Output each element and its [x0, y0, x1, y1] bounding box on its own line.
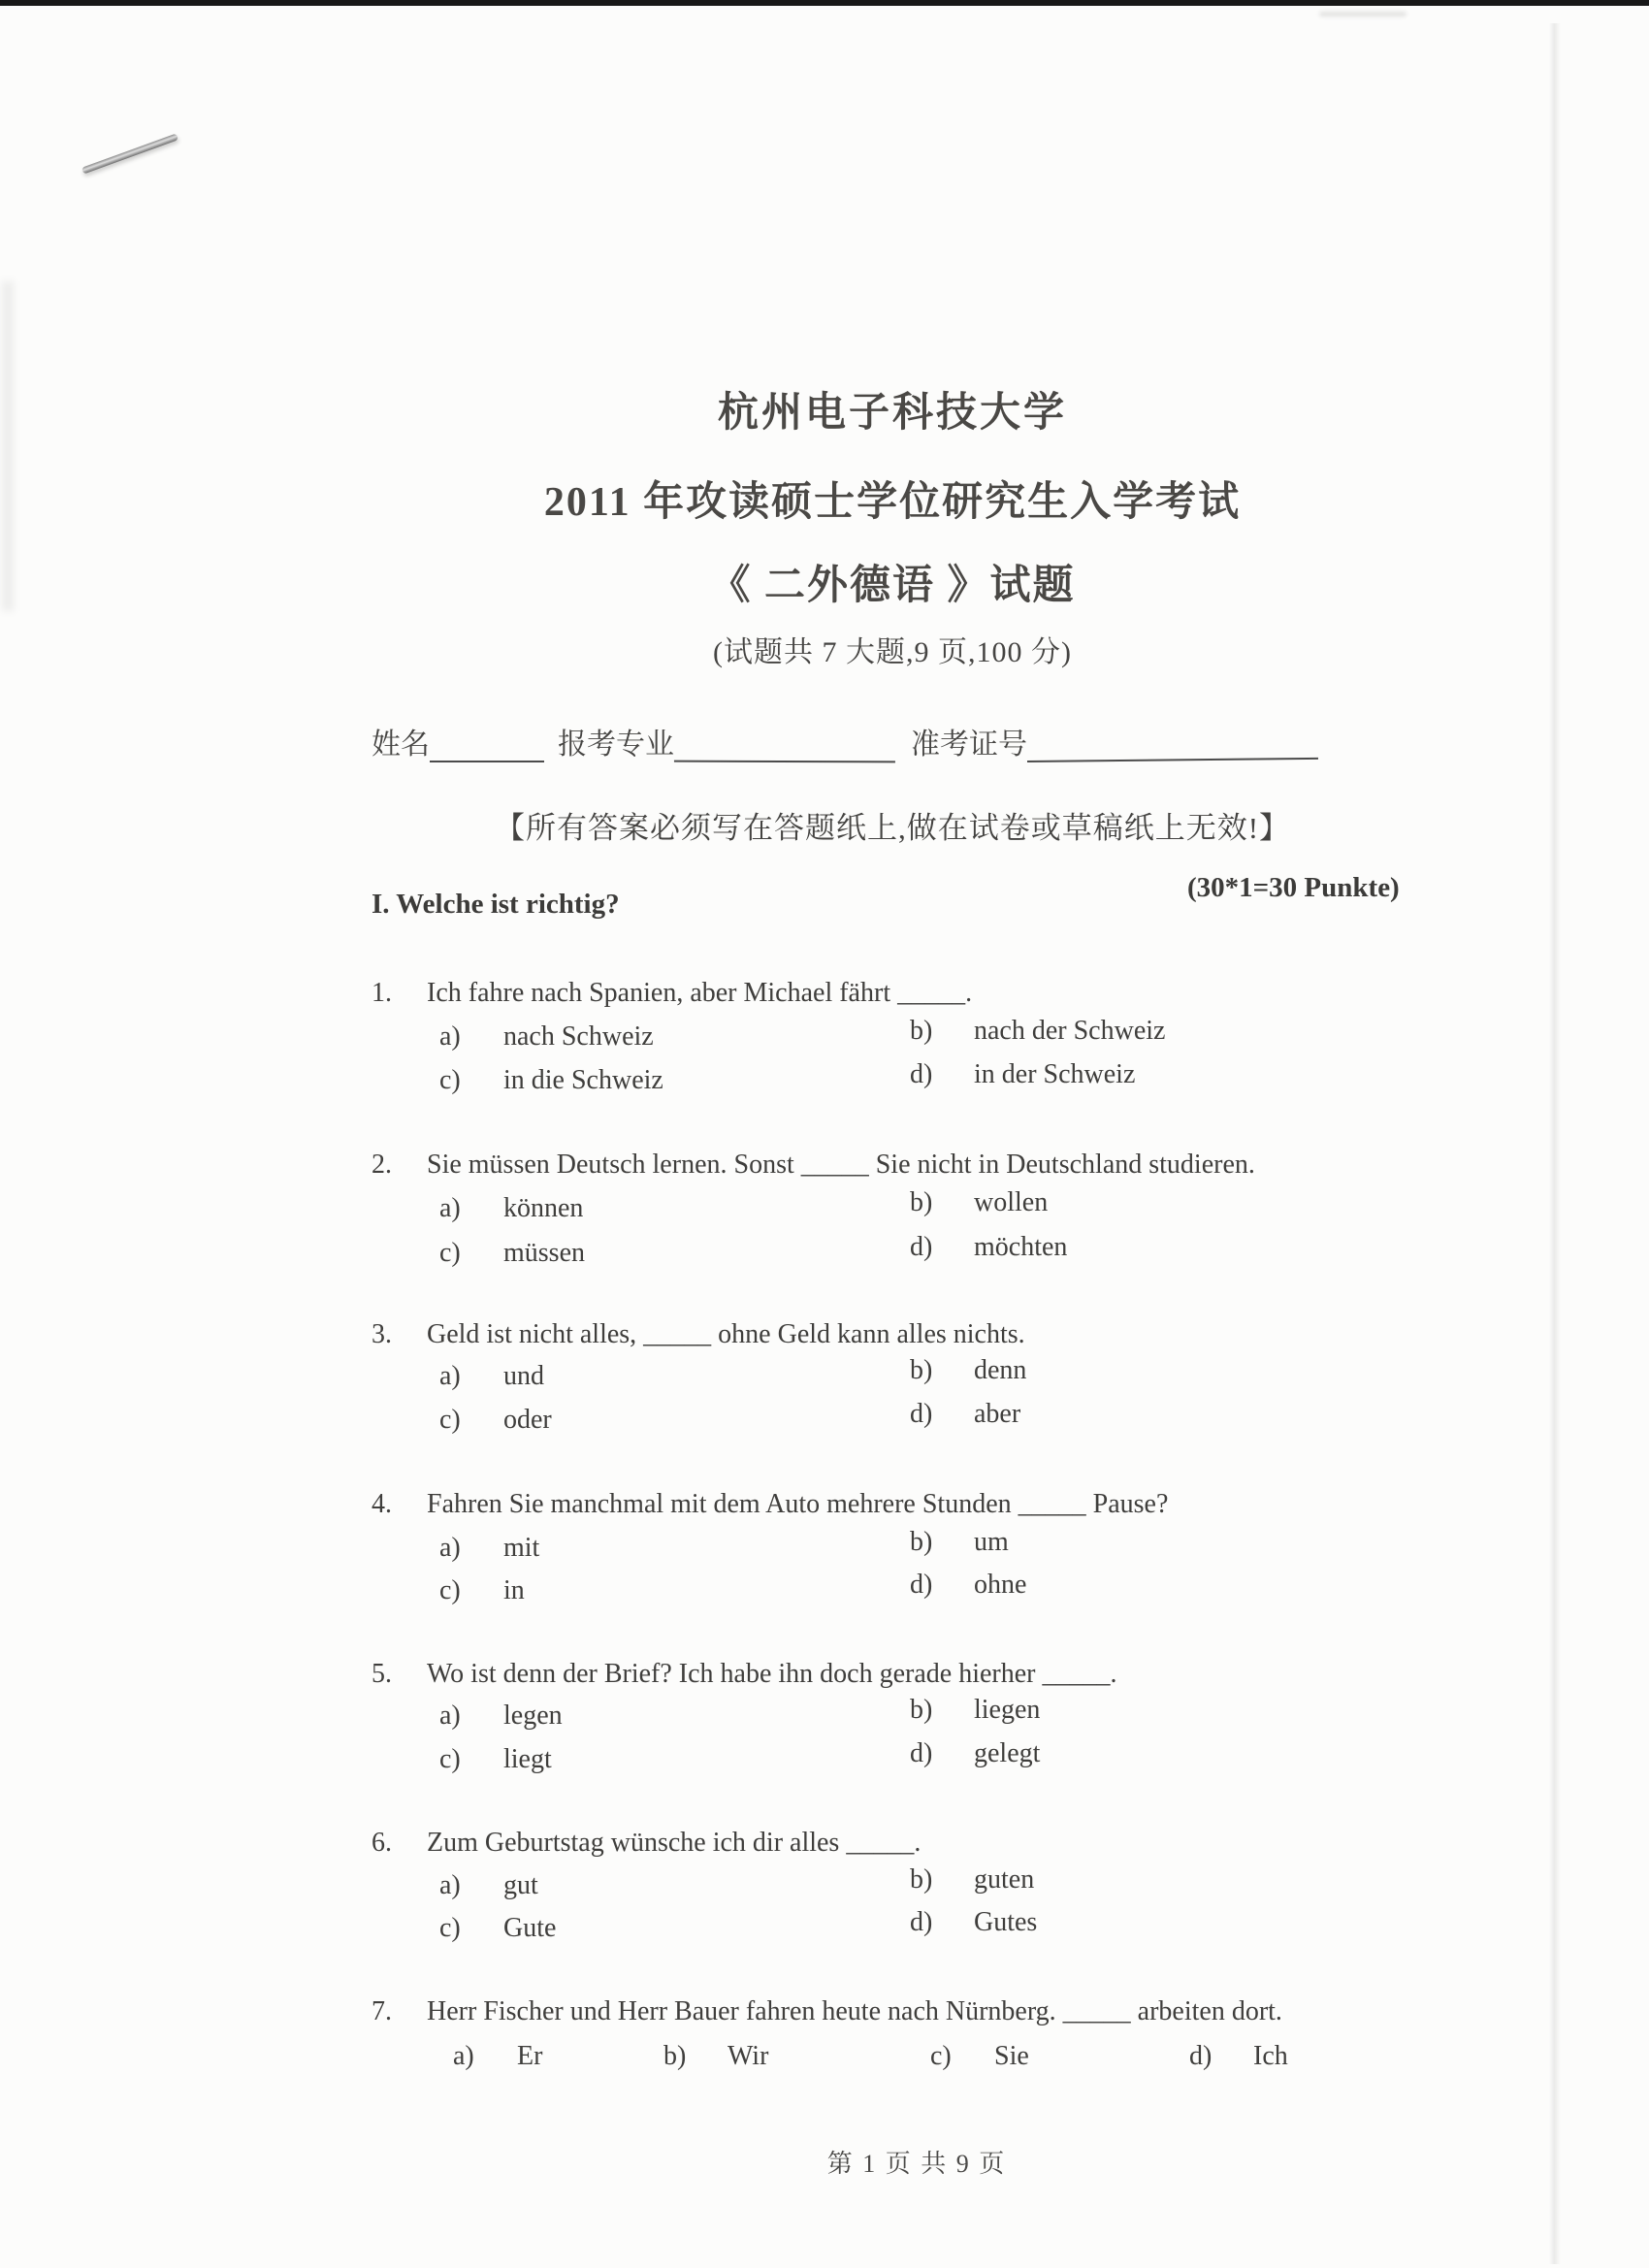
option-label: a): [439, 1533, 461, 1563]
option-text: gelegt: [974, 1738, 1041, 1768]
question-text: Ich fahre nach Spanien, aber Michael fährt _____.: [427, 978, 973, 1008]
option-text: in die Schweiz: [503, 1065, 663, 1095]
option-text: denn: [974, 1355, 1027, 1385]
scan-artifact-top-edge: [0, 0, 1649, 6]
option-item: [910, 1232, 1067, 1263]
option-item: [1189, 2041, 1288, 2072]
option-label: d): [910, 1399, 933, 1429]
question-text: Wo ist denn der Brief? Ich habe ihn doch gerade hierher _____.: [427, 1659, 1117, 1689]
option-item: [439, 1021, 654, 1053]
option-label: c): [439, 1575, 461, 1605]
option-text: guten: [974, 1864, 1035, 1895]
option-text: gut: [503, 1870, 538, 1900]
scan-artifact-smudge: [1319, 12, 1406, 16]
page-footer: 第 1 页 共 9 页: [826, 2150, 1007, 2178]
option-label: a): [439, 1193, 461, 1223]
option-item: [910, 1695, 1040, 1726]
option-label: d): [910, 1570, 933, 1600]
option-text: können: [503, 1193, 584, 1223]
option-label: b): [910, 1864, 933, 1895]
question-text: Fahren Sie manchmal mit dem Auto mehrere Stunden _____ Pause?: [427, 1489, 1169, 1519]
option-label: b): [663, 2041, 687, 2071]
option-label: c): [439, 1238, 461, 1268]
section-points: (30*1=30 Punkte): [1187, 872, 1400, 903]
admission-id-blank: [1027, 729, 1318, 762]
question-number: 2.: [372, 1150, 392, 1180]
option-item: [663, 2041, 768, 2072]
option-item: [439, 1701, 563, 1732]
question-number: 6.: [372, 1828, 392, 1858]
question-text: Herr Fischer und Herr Bauer fahren heute nach Nürnberg. _____ arbeiten dort.: [427, 1996, 1282, 2026]
option-label: b): [910, 1187, 933, 1217]
option-item: [910, 1570, 1026, 1601]
exam-info: (试题共 7 大题,9 页,100 分): [713, 636, 1072, 668]
question-number: 1.: [372, 978, 392, 1008]
option-text: Sie: [994, 2041, 1029, 2071]
option-text: aber: [974, 1399, 1021, 1429]
option-item: [439, 1870, 538, 1901]
name-label: 姓名: [372, 729, 430, 761]
name-blank: [430, 731, 544, 762]
option-label: d): [910, 1232, 933, 1262]
option-label: a): [439, 1701, 461, 1731]
question-number: 7.: [372, 1996, 392, 2026]
option-label: d): [910, 1059, 933, 1089]
option-text: in der Schweiz: [974, 1059, 1136, 1089]
scan-artifact-left-edge: [2, 281, 14, 611]
university-name: 杭州电子科技大学: [717, 391, 1067, 436]
option-text: möchten: [974, 1232, 1068, 1262]
option-item: [910, 1738, 1040, 1769]
option-text: liegen: [974, 1695, 1041, 1725]
option-item: [439, 1533, 539, 1564]
option-item: [910, 1059, 1135, 1090]
option-label: d): [910, 1907, 933, 1937]
scan-artifact-right-edge: [1549, 23, 1561, 2264]
option-item: [910, 1187, 1048, 1218]
option-text: Gute: [503, 1913, 557, 1943]
admission-id-label: 准考证号: [911, 729, 1027, 761]
option-item: [910, 1016, 1165, 1047]
option-text: nach der Schweiz: [974, 1016, 1166, 1046]
question-number: 5.: [372, 1659, 392, 1689]
option-text: mit: [503, 1533, 540, 1563]
option-item: [439, 1575, 525, 1606]
option-label: c): [439, 1913, 461, 1943]
option-text: Gutes: [974, 1907, 1038, 1937]
option-text: wollen: [974, 1187, 1049, 1217]
exam-title: 2011 年攻读硕士学位研究生入学考试: [543, 480, 1242, 525]
option-item: [439, 1065, 663, 1096]
question-6: [372, 1828, 921, 1859]
option-label: c): [439, 1405, 461, 1435]
option-text: ohne: [974, 1570, 1027, 1600]
option-text: nach Schweiz: [503, 1021, 654, 1052]
option-label: b): [910, 1695, 933, 1725]
staple-mark: [81, 133, 178, 174]
option-label: b): [910, 1527, 933, 1557]
option-label: a): [439, 1870, 461, 1900]
option-label: c): [439, 1744, 461, 1774]
major-label: 报考专业: [558, 729, 674, 761]
major-blank: [674, 731, 895, 763]
option-text: um: [974, 1527, 1009, 1557]
option-text: Er: [517, 2041, 543, 2071]
option-label: a): [439, 1021, 461, 1052]
option-item: [439, 1405, 552, 1436]
option-item: [910, 1355, 1026, 1386]
option-item: [930, 2041, 1029, 2072]
option-item: [910, 1399, 1020, 1430]
option-label: c): [930, 2041, 952, 2071]
option-item: [439, 1913, 556, 1944]
option-text: Ich: [1253, 2041, 1288, 2071]
option-text: liegt: [503, 1744, 552, 1774]
option-item: [439, 1193, 583, 1224]
option-text: Wir: [728, 2041, 769, 2071]
option-label: d): [1189, 2041, 1212, 2071]
option-item: [910, 1907, 1037, 1938]
question-1: [372, 978, 972, 1009]
option-text: legen: [503, 1701, 563, 1731]
option-item: [439, 1238, 585, 1269]
question-number: 4.: [372, 1489, 392, 1519]
option-text: und: [503, 1361, 544, 1391]
option-label: c): [439, 1065, 461, 1095]
option-label: d): [910, 1738, 933, 1768]
question-3: [372, 1319, 1025, 1350]
option-label: a): [439, 1361, 461, 1391]
question-number: 3.: [372, 1319, 392, 1349]
section-title: I. Welche ist richtig?: [372, 889, 620, 920]
question-5: [372, 1659, 1116, 1690]
option-item: [439, 1744, 552, 1775]
option-text: oder: [503, 1405, 552, 1435]
option-item: [439, 1361, 544, 1392]
option-item: [910, 1864, 1034, 1895]
question-text: Sie müssen Deutsch lernen. Sonst _____ Sie nicht in Deutschland studieren.: [427, 1150, 1255, 1180]
option-label: b): [910, 1355, 933, 1385]
question-2: [372, 1150, 1255, 1181]
question-text: Geld ist nicht alles, _____ ohne Geld kann alles nichts.: [427, 1319, 1025, 1349]
option-item: [453, 2041, 542, 2072]
candidate-info-line: [372, 720, 1318, 762]
answer-notice: 【所有答案必须写在答题纸上,做在试卷或草稿纸上无效!】: [494, 811, 1291, 845]
option-item: [910, 1527, 1009, 1558]
option-label: b): [910, 1016, 933, 1046]
option-text: müssen: [503, 1238, 585, 1268]
question-7: [372, 1996, 1282, 2027]
question-text: Zum Geburtstag wünsche ich dir alles _____.: [427, 1828, 922, 1858]
option-label: a): [453, 2041, 474, 2071]
subject-title: 《 二外德语 》试题: [709, 564, 1076, 608]
option-text: in: [503, 1575, 525, 1605]
question-4: [372, 1489, 1168, 1520]
